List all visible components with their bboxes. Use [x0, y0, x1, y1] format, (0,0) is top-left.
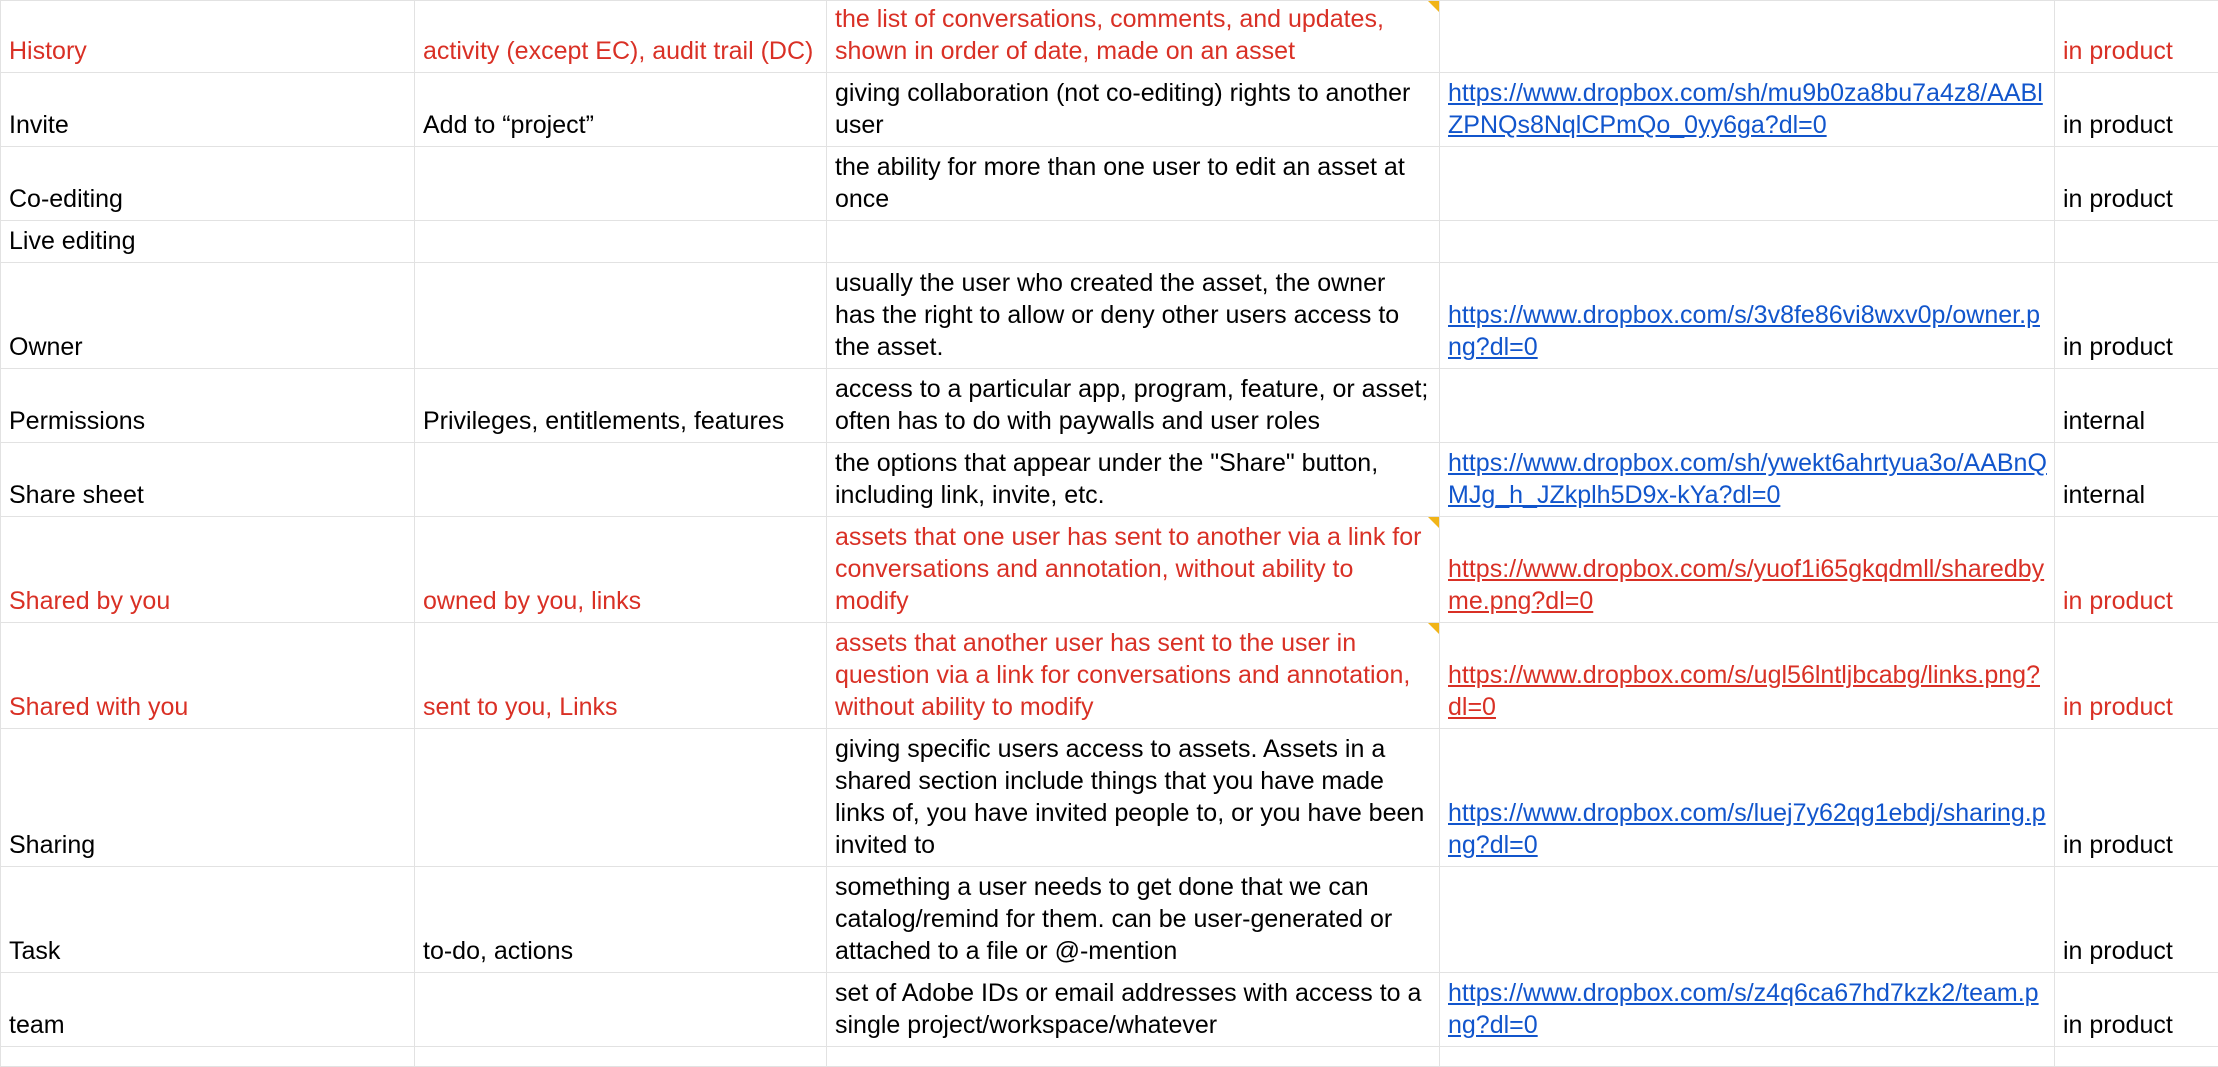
comment-indicator-icon[interactable] [1428, 623, 1439, 634]
cell-term[interactable] [1, 867, 415, 973]
cell-text: Shared with you [9, 693, 188, 721]
cell-text: something a user needs to get done that we can catalog/remind for them. can be user-generated or attached to a file or @-mention [835, 873, 1392, 965]
cell-text: Add to “project” [423, 111, 594, 139]
cell-status[interactable] [2055, 221, 2218, 263]
cell-term[interactable] [1, 263, 415, 369]
spreadsheet-body [1, 1, 2218, 1067]
cell-text: Co-editing [9, 185, 123, 213]
cell-synonyms[interactable] [415, 221, 827, 263]
cell-text: Shared by you [9, 587, 170, 615]
cell-definition[interactable] [827, 147, 1440, 221]
cell-text: the options that appear under the "Share" button, including link, invite, etc. [835, 449, 1378, 509]
cell-link[interactable] [1440, 147, 2055, 221]
cell-status[interactable] [2055, 263, 2218, 369]
cell-definition[interactable] [827, 1, 1440, 73]
table-row [1, 443, 2218, 517]
cell-term[interactable] [1, 1047, 415, 1067]
table-row [1, 221, 2218, 263]
cell-definition[interactable] [827, 263, 1440, 369]
cell-term[interactable] [1, 517, 415, 623]
comment-indicator-icon[interactable] [1428, 517, 1439, 528]
table-row [1, 867, 2218, 973]
comment-indicator-icon[interactable] [1428, 1, 1439, 12]
cell-status[interactable] [2055, 1, 2218, 73]
cell-synonyms[interactable] [415, 729, 827, 867]
cell-link[interactable] [1440, 729, 2055, 867]
table-row [1, 369, 2218, 443]
cell-synonyms[interactable] [415, 1, 827, 73]
cell-text: owned by you, links [423, 587, 641, 615]
cell-text: set of Adobe IDs or email addresses with access to a single project/workspace/whatever [835, 979, 1421, 1039]
cell-status[interactable] [2055, 973, 2218, 1047]
cell-text: usually the user who created the asset, the owner has the right to allow or deny other users access to the asset. [835, 269, 1399, 361]
cell-text: the list of conversations, comments, and updates, shown in order of date, made on an asset [835, 5, 1384, 65]
cell-definition[interactable] [827, 623, 1440, 729]
table-row [1, 973, 2218, 1047]
cell-link[interactable] [1440, 623, 2055, 729]
cell-hyperlink[interactable]: https://www.dropbox.com/s/3v8fe86vi8wxv0p/owner.png?dl=0 [1448, 301, 2040, 361]
cell-text: History [9, 37, 87, 65]
cell-link[interactable] [1440, 517, 2055, 623]
cell-link[interactable] [1440, 867, 2055, 973]
table-row [1, 73, 2218, 147]
cell-status[interactable] [2055, 1047, 2218, 1067]
cell-text: team [9, 1011, 65, 1039]
cell-synonyms[interactable] [415, 517, 827, 623]
cell-text: in product [2063, 111, 2173, 139]
cell-text: Live editing [9, 227, 135, 255]
cell-text: sent to you, Links [423, 693, 618, 721]
cell-link[interactable] [1440, 221, 2055, 263]
table-row [1, 1, 2218, 73]
cell-synonyms[interactable] [415, 1047, 827, 1067]
cell-term[interactable] [1, 369, 415, 443]
cell-status[interactable] [2055, 147, 2218, 221]
cell-definition[interactable] [827, 973, 1440, 1047]
cell-text: Sharing [9, 831, 95, 859]
cell-definition[interactable] [827, 221, 1440, 263]
table-row [1, 1047, 2218, 1067]
cell-text: to-do, actions [423, 937, 573, 965]
cell-hyperlink[interactable]: https://www.dropbox.com/s/luej7y62qg1ebdj/sharing.png?dl=0 [1448, 799, 2046, 859]
cell-hyperlink[interactable]: https://www.dropbox.com/s/ugl56lntljbcabg/links.png?dl=0 [1448, 661, 2040, 721]
cell-link[interactable] [1440, 1047, 2055, 1067]
table-row [1, 147, 2218, 221]
cell-status[interactable] [2055, 369, 2218, 443]
cell-definition[interactable] [827, 443, 1440, 517]
cell-text: in product [2063, 185, 2173, 213]
table-row [1, 517, 2218, 623]
cell-synonyms[interactable] [415, 263, 827, 369]
cell-text: in product [2063, 1011, 2173, 1039]
cell-status[interactable] [2055, 443, 2218, 517]
cell-text: in product [2063, 37, 2173, 65]
cell-text: in product [2063, 693, 2173, 721]
cell-text: in product [2063, 587, 2173, 615]
cell-text: access to a particular app, program, feature, or asset; often has to do with paywalls and user roles [835, 375, 1428, 435]
cell-hyperlink[interactable]: https://www.dropbox.com/s/yuof1i65gkqdmll/sharedbyme.png?dl=0 [1448, 555, 2044, 615]
cell-link[interactable] [1440, 1, 2055, 73]
cell-definition[interactable] [827, 517, 1440, 623]
cell-text: Task [9, 937, 60, 965]
cell-link[interactable] [1440, 73, 2055, 147]
cell-definition[interactable] [827, 369, 1440, 443]
cell-synonyms[interactable] [415, 369, 827, 443]
cell-status[interactable] [2055, 517, 2218, 623]
cell-term[interactable] [1, 729, 415, 867]
cell-status[interactable] [2055, 729, 2218, 867]
cell-text: Permissions [9, 407, 145, 435]
cell-text: Privileges, entitlements, features [423, 407, 784, 435]
cell-status[interactable] [2055, 73, 2218, 147]
cell-text: assets that another user has sent to the user in question via a link for conversations and annotation, without ability to modify [835, 629, 1410, 721]
table-row [1, 623, 2218, 729]
cell-text: giving collaboration (not co-editing) rights to another user [835, 79, 1410, 139]
cell-term[interactable] [1, 973, 415, 1047]
cell-text: Share sheet [9, 481, 144, 509]
cell-synonyms[interactable] [415, 623, 827, 729]
cell-definition[interactable] [827, 1047, 1440, 1067]
cell-link[interactable] [1440, 263, 2055, 369]
cell-definition[interactable] [827, 73, 1440, 147]
cell-link[interactable] [1440, 443, 2055, 517]
cell-link[interactable] [1440, 369, 2055, 443]
cell-definition[interactable] [827, 729, 1440, 867]
cell-term[interactable] [1, 221, 415, 263]
cell-synonyms[interactable] [415, 443, 827, 517]
cell-text: in product [2063, 333, 2173, 361]
cell-hyperlink[interactable]: https://www.dropbox.com/sh/ywekt6ahrtyua3o/AABnQMJg_h_JZkplh5D9x-kYa?dl=0 [1448, 449, 2047, 509]
cell-synonyms[interactable] [415, 973, 827, 1047]
cell-text: internal [2063, 407, 2145, 435]
cell-synonyms[interactable] [415, 147, 827, 221]
cell-hyperlink[interactable]: https://www.dropbox.com/sh/mu9b0za8bu7a4z8/AABlZPNQs8NqlCPmQo_0yy6ga?dl=0 [1448, 79, 2043, 139]
cell-text: the ability for more than one user to edit an asset at once [835, 153, 1405, 213]
cell-hyperlink[interactable]: https://www.dropbox.com/s/z4q6ca67hd7kzk2/team.png?dl=0 [1448, 979, 2039, 1039]
cell-definition[interactable] [827, 867, 1440, 973]
cell-text: internal [2063, 481, 2145, 509]
cell-term[interactable] [1, 73, 415, 147]
cell-text: Owner [9, 333, 83, 361]
cell-link[interactable] [1440, 973, 2055, 1047]
cell-text: giving specific users access to assets. Assets in a shared section include things that you have made links of, you have invited people to, or you have been invited to [835, 735, 1424, 859]
cell-text: in product [2063, 831, 2173, 859]
table-row [1, 729, 2218, 867]
cell-term[interactable] [1, 1, 415, 73]
cell-synonyms[interactable] [415, 867, 827, 973]
cell-text: activity (except EC), audit trail (DC) [423, 37, 813, 65]
cell-synonyms[interactable] [415, 73, 827, 147]
cell-text: assets that one user has sent to another via a link for conversations and annotation, without ability to modify [835, 523, 1421, 615]
cell-text: in product [2063, 937, 2173, 965]
table-row [1, 263, 2218, 369]
cell-status[interactable] [2055, 867, 2218, 973]
cell-term[interactable] [1, 443, 415, 517]
cell-text: Invite [9, 111, 69, 139]
cell-term[interactable] [1, 623, 415, 729]
cell-term[interactable] [1, 147, 415, 221]
cell-status[interactable] [2055, 623, 2218, 729]
